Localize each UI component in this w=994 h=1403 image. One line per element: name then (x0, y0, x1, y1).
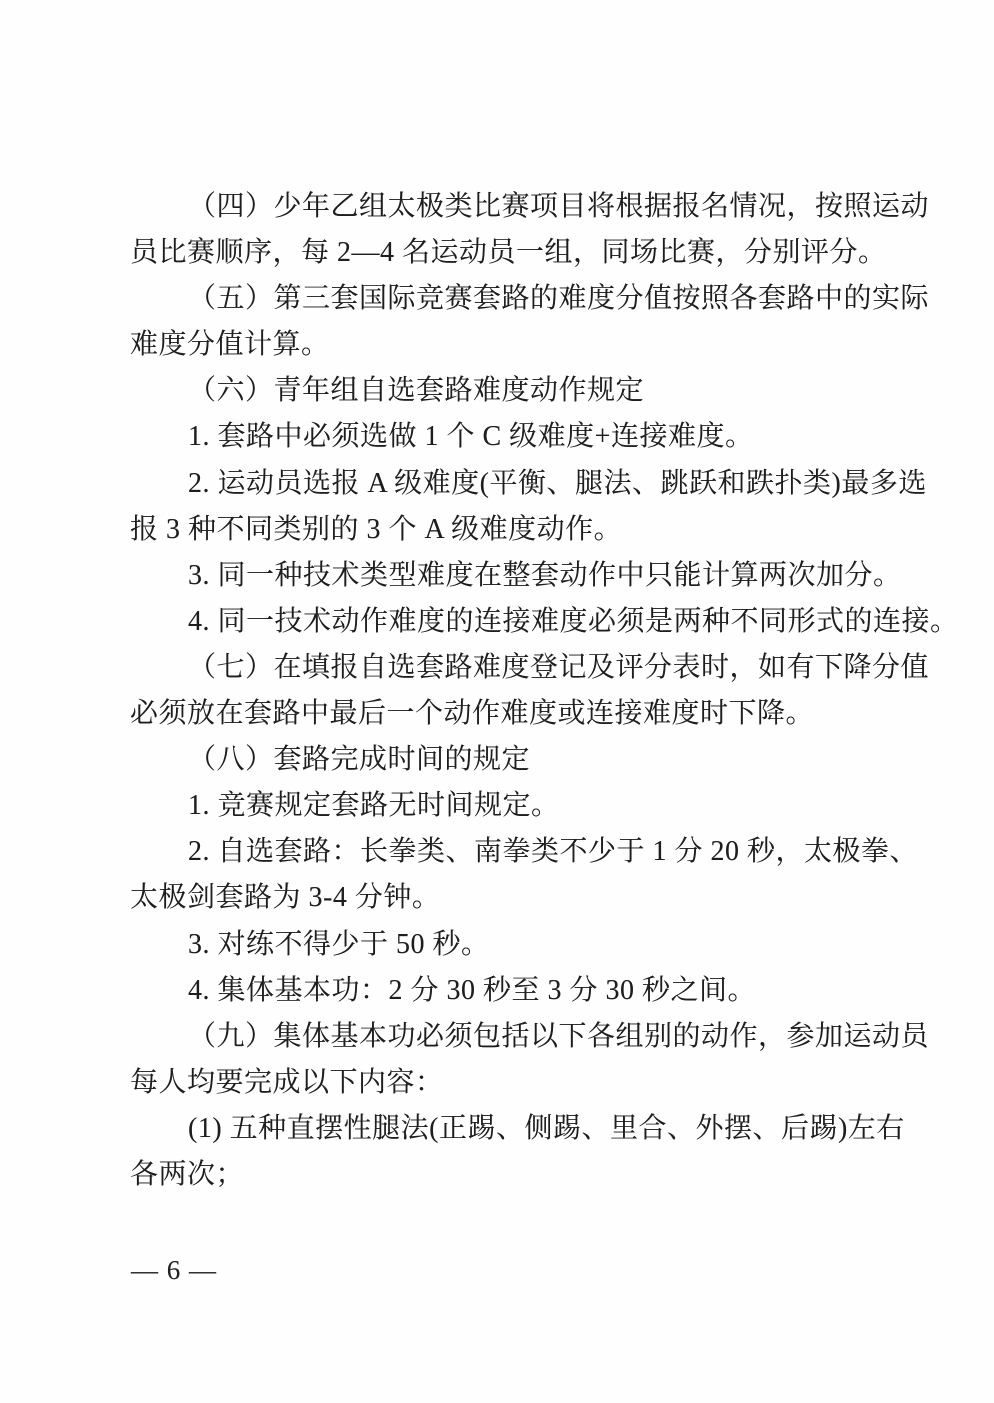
text-line: （六）青年组自选套路难度动作规定 (188, 375, 645, 407)
text-line: 4. 同一技术动作难度的连接难度必须是两种不同形式的连接。 (188, 605, 959, 637)
text-line: 各两次； (130, 1158, 245, 1190)
text-line: 难度分值计算。 (130, 329, 330, 361)
text-line: 员比赛顺序，每 2—4 名运动员一组，同场比赛，分别评分。 (130, 237, 887, 269)
text-line: 太极剑套路为 3-4 分钟。 (130, 882, 441, 914)
text-line: （九）集体基本功必须包括以下各组别的动作，参加运动员 (188, 1020, 930, 1052)
text-line: 1. 套路中必须选做 1 个 C 级难度+连接难度。 (188, 421, 754, 453)
document-body (130, 184, 959, 1198)
page-number: — 6 — (131, 1255, 217, 1285)
text-line: （五）第三套国际竞赛套路的难度分值按照各套路中的实际 (188, 283, 930, 315)
text-line: 2. 自选套路：长拳类、南拳类不少于 1 分 20 秒，太极拳、 (188, 836, 919, 868)
text-line: 报 3 种不同类别的 3 个 A 级难度动作。 (130, 513, 623, 545)
text-line: 3. 对练不得少于 50 秒。 (188, 928, 490, 960)
text-line: 2. 运动员选报 A 级难度(平衡、腿法、跳跃和跌扑类)最多选 (188, 467, 927, 499)
text-line: （七）在填报自选套路难度登记及评分表时，如有下降分值 (188, 651, 930, 683)
text-line: (1) 五种直摆性腿法(正踢、侧踢、里合、外摆、后踢)左右 (188, 1112, 905, 1144)
text-line: 4. 集体基本功：2 分 30 秒至 3 分 30 秒之间。 (188, 974, 757, 1006)
text-line: 必须放在套路中最后一个动作难度或连接难度时下降。 (130, 698, 815, 730)
text-line: （四）少年乙组太极类比赛项目将根据报名情况，按照运动 (188, 191, 930, 222)
text-line: 1. 竞赛规定套路无时间规定。 (188, 790, 560, 822)
text-line: 3. 同一种技术类型难度在整套动作中只能计算两次加分。 (188, 559, 902, 591)
text-line: （八）套路完成时间的规定 (188, 744, 531, 776)
text-line: 每人均要完成以下内容： (130, 1066, 444, 1098)
